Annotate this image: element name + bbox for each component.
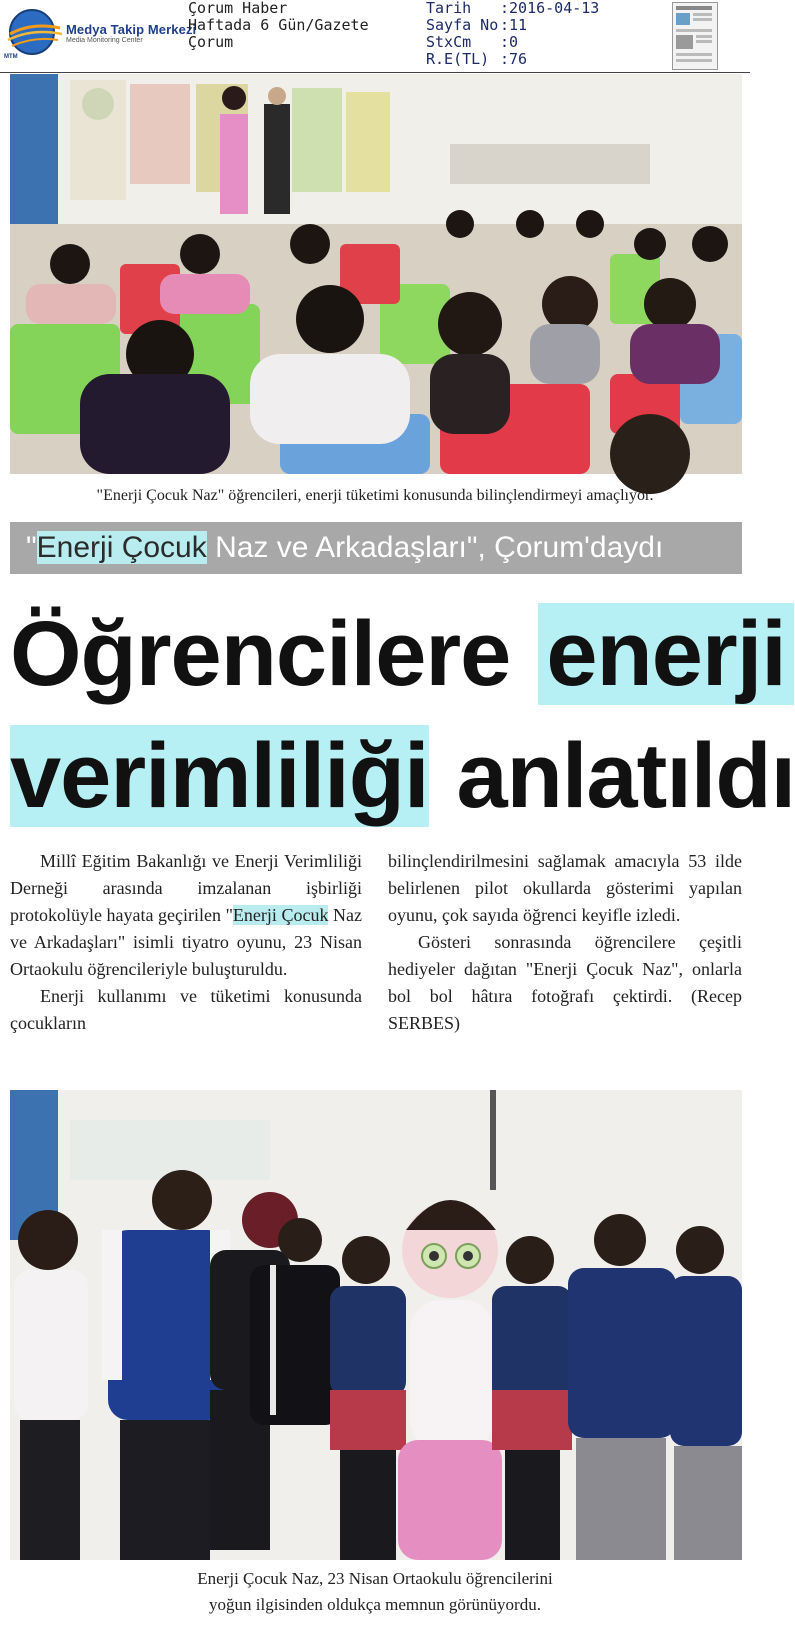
bottom-caption-line-2: yoğun ilgisinden oldukça memnun görünüyordu. <box>209 1595 541 1614</box>
group-photo <box>10 1090 742 1560</box>
publication-name: Çorum Haber <box>188 0 288 17</box>
logo-subtitle: Media Monitoring Center <box>66 37 143 44</box>
kicker-band <box>10 522 742 574</box>
meta-page: Sayfa No :11 <box>426 16 528 34</box>
kicker-rest: Naz ve Arkadaşları", Çorum'daydı <box>206 531 664 564</box>
meta-date: Tarih :2016-04-13 <box>426 0 600 17</box>
logo-text <box>66 22 196 44</box>
bottom-photo-caption <box>0 1566 750 1618</box>
kicker-open-quote: " <box>26 531 37 564</box>
headline-word-anlatildi: anlatıldı <box>456 725 795 827</box>
body-paragraph: Gösteri sonrasında öğrencilere çeşitli hediyeler dağıtan "Enerji Çocuk Naz", onlarla bol bol hâtıra fotoğrafı çektirdi. (Recep SERBES) <box>388 932 742 1033</box>
publication-info <box>188 0 369 51</box>
headline-word-enerji: enerji <box>538 603 793 705</box>
body-highlight: Enerji Çocuk <box>232 905 329 925</box>
body-column-2 <box>388 848 742 1037</box>
body-paragraph: Millî Eğitim Bakanlığı ve Enerji Verimliliği Derneği arasında imzalanan işbirliği protokolüyle hayata geçirilen "Enerji Çocuk Naz ve Arkadaşları" isimli tiyatro oyunu, 23 Nisan Ortaokulu öğrencileriyle buluşturuldu. <box>10 851 362 979</box>
headline-word-ogrencilere: Öğrencilere <box>10 603 511 705</box>
publication-frequency: Haftada 6 Gün/Gazete <box>188 16 369 34</box>
headline-line-2 <box>10 726 795 826</box>
top-photo-caption: "Enerji Çocuk Naz" öğrencileri, enerji tüketimi konusunda bilinçlendirmeyi amaçlıyor. <box>96 487 654 504</box>
medya-takip-logo-icon <box>2 4 64 60</box>
kicker-highlight: Enerji Çocuk <box>36 531 207 564</box>
meta-stxcm: StxCm :0 <box>426 33 519 51</box>
svg-text:MTM: MTM <box>4 54 18 60</box>
meta-ad-value: R.E(TL) :76 <box>426 50 528 68</box>
audience-photo <box>10 74 742 474</box>
headline-word-verimliligi: verimliliği <box>10 725 429 827</box>
page-thumbnail[interactable] <box>672 2 718 70</box>
bottom-caption-line-1: Enerji Çocuk Naz, 23 Nisan Ortaokulu öğrencilerini <box>197 1569 553 1588</box>
publication-city: Çorum <box>188 33 234 51</box>
body-paragraph: Enerji kullanımı ve tüketimi konusunda çocukların <box>10 986 362 1033</box>
clipping-meta <box>426 0 599 68</box>
headline-line-1 <box>10 604 794 704</box>
logo-name: Medya Takip Merkezi <box>66 22 197 37</box>
body-column-1 <box>10 848 362 1037</box>
clipping-header <box>0 0 750 73</box>
body-paragraph: bilinçlendirilmesini sağlamak amacıyla 53 ilde belirlenen pilot okullarda gösterimi yapılan oyunu, çok sayıda öğrenci keyifle izledi. <box>388 851 742 925</box>
